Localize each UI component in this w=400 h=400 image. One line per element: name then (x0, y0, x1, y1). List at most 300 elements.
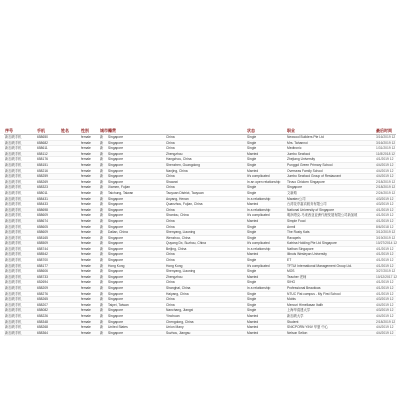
table-cell: 新加坡手机 (4, 185, 36, 191)
table-cell: United States (107, 325, 165, 331)
table-cell: 新加坡手机 (4, 179, 36, 185)
table-cell: female (80, 246, 99, 252)
table-cell: Single (246, 140, 286, 146)
column-header[interactable]: 性别 (80, 128, 99, 135)
table-cell: Married (246, 325, 286, 331)
table-cell: 2/18/2019 12 (376, 185, 396, 190)
table-cell: In a relationship (246, 246, 286, 252)
column-header[interactable]: 手机 (36, 128, 60, 135)
table-cell: 新加坡手机 (4, 235, 36, 241)
table-cell: Singapore (107, 162, 165, 168)
table-cell: Singapore (107, 196, 165, 202)
table-cell: It's complicated (246, 241, 286, 247)
table-cell: The Rusty Kats (286, 230, 359, 236)
table-cell: 4/1/2019 12 (375, 207, 396, 213)
table-cell: 10/27/2014 12 (376, 241, 398, 246)
table-cell: Singapore (107, 291, 165, 297)
table-cell: 4/4/2019 12 (375, 174, 396, 180)
table-cell: Student (286, 319, 359, 325)
table-cell: Hangzhou, China (165, 157, 246, 163)
table-cell: 新加坡手机 (4, 151, 36, 157)
table-cell: 新加坡手机 (4, 224, 36, 230)
table-cell: China (165, 185, 246, 191)
table-cell: Singapore (107, 213, 165, 219)
table-cell: 新 (99, 196, 107, 202)
table-cell: Singapore (107, 168, 165, 174)
table-cell: female (80, 190, 99, 196)
table-cell: Singapore (107, 246, 165, 252)
table-cell: Single (246, 157, 286, 163)
table-cell: Singapore (107, 269, 165, 275)
table-cell: Singapore (107, 174, 165, 180)
table-cell: 4/1/2019 12 (375, 252, 396, 258)
column-header[interactable]: 序号 (4, 128, 36, 135)
table-cell: China (165, 174, 246, 180)
table-cell: 新 (99, 179, 107, 185)
table-cell: female (80, 280, 99, 286)
table-cell: Nanjing, China (165, 168, 246, 174)
table-cell: Taoyuan District, Taoyuan (165, 190, 246, 196)
table-cell: Single (246, 280, 286, 286)
table-cell: 658082 (36, 308, 60, 314)
table-cell: 658265 (36, 297, 60, 303)
table-cell: NTUC Fist campus - My First School (286, 291, 359, 297)
table-cell: It's complicated (246, 213, 286, 219)
table-cell: Singapore (107, 274, 165, 280)
table-cell: 658698 (36, 207, 60, 213)
table-cell: Shenzhen, Guangdong (165, 162, 246, 168)
table-cell: Teacher 老师 (286, 274, 359, 280)
table-cell: Single (246, 302, 286, 308)
table-cell: China (165, 140, 246, 146)
table-cell: 新 (99, 174, 107, 180)
table-cell: Singapore (107, 146, 165, 152)
table-cell: 新加坡手机 (4, 280, 36, 286)
table-cell: Singapore (107, 218, 165, 224)
table-cell: Shaanxi (165, 179, 246, 185)
table-cell: Singapore (107, 235, 165, 241)
table-cell: 新加坡手机 (4, 269, 36, 275)
table-cell: Single (246, 235, 286, 241)
table-cell: 4/1/2019 12 (375, 213, 396, 219)
table-cell: Married (246, 252, 286, 258)
table-cell: Shanghai, China (165, 286, 246, 292)
table-cell: 4/4/2019 12 (375, 168, 396, 174)
table-cell: 新加坡手机 (4, 146, 36, 152)
table-cell: female (80, 263, 99, 269)
table-cell: 新加坡手机 (4, 286, 36, 292)
table-cell: MOS (286, 269, 359, 275)
table-cell: 658177 (36, 263, 60, 269)
table-cell: female (80, 202, 99, 208)
table-cell: Nelson Selion (286, 330, 359, 336)
table-cell: 658207 (36, 302, 60, 308)
table-cell: 新 (99, 207, 107, 213)
table-cell: 4/3/2019 12 (375, 202, 396, 208)
table-cell: Shantou, China (165, 213, 246, 219)
table-cell: 658700 (36, 258, 60, 264)
table-cell: Single (246, 258, 286, 264)
table-cell: Jumbo Seafood Group of Restaurant (286, 174, 359, 180)
table-cell: 新 (99, 185, 107, 191)
table-cell: Overseas Family School (286, 168, 359, 174)
table-cell: 1/31/2019 12 (376, 146, 396, 151)
table-cell: Quyang Dx, Suzhou, China (165, 241, 246, 247)
table-cell: Singapore (107, 319, 165, 325)
table-cell: 658744 (36, 246, 60, 252)
table-cell: 新 (99, 258, 107, 264)
table-cell: 4/1/2019 12 (375, 263, 396, 269)
table-cell: 4/4/2019 12 (375, 330, 396, 336)
table-cell: Haiyang, China (165, 291, 246, 297)
table-cell: Simple Food (286, 218, 359, 224)
table-cell: 3/19/2019 12 (376, 235, 396, 240)
table-cell: Suzhou, Jiangsu (165, 330, 246, 336)
table-cell: 新加坡手机 (4, 263, 36, 269)
table-cell: 文新路 (286, 190, 359, 196)
table-cell: 658674 (36, 218, 60, 224)
table-cell: female (80, 319, 99, 325)
table-cell: Singapore (107, 314, 165, 320)
table-cell: 新 (99, 302, 107, 308)
table-cell: 658276 (36, 291, 60, 297)
table-cell: 2/18/2019 12 (376, 319, 396, 324)
table-cell: Taichung, Taiwan (107, 190, 165, 196)
table-cell: female (80, 185, 99, 191)
table-cell: Married (246, 168, 286, 174)
table-cell: 4/3/2019 12 (375, 196, 396, 202)
table-cell: Newcool Builders Pte Ltd (286, 135, 359, 141)
table-cell: Hong Kong (165, 263, 246, 269)
table-cell: female (80, 135, 99, 141)
table-cell: 新加坡手机 (4, 314, 36, 320)
column-header[interactable]: 城市 (100, 128, 108, 134)
table-cell: 新加坡手机 (4, 230, 36, 236)
table-cell: 3/16/2019 12 (376, 135, 396, 139)
table-cell: Single (246, 297, 286, 303)
table-cell: 新 (99, 246, 107, 252)
table-cell: 658364 (36, 330, 60, 336)
table-cell: 658209 (36, 286, 60, 292)
column-header[interactable]: 最后时间 (375, 128, 396, 135)
table-cell: Zhengzhou (165, 151, 246, 157)
table-cell: 新加坡手机 (4, 135, 36, 141)
table-cell: SIHG (286, 280, 359, 286)
table-cell: 新 (99, 319, 107, 325)
table-cell: 新加坡手机 (4, 241, 36, 247)
table-cell: female (80, 330, 99, 336)
table-cell: 上海华清建大学 (286, 308, 359, 314)
table-cell: 652694 (36, 280, 60, 286)
table-cell: Hong Kong (107, 263, 165, 269)
table-cell: 658433 (36, 202, 60, 208)
table-cell: 新加坡手机 (4, 302, 36, 308)
table-cell: Single (246, 135, 286, 141)
table-cell: China (165, 302, 246, 308)
table-cell: Singapore (107, 202, 165, 208)
table-cell: China (165, 135, 246, 141)
table-cell: female (80, 291, 99, 297)
table-cell: 台湾花亭嘉宾税务有限公司 (286, 202, 359, 208)
table-cell: female (80, 224, 99, 230)
table-cell: Singapore (107, 157, 165, 163)
table-cell: 658611 (36, 146, 60, 152)
table-cell: 新加坡手机 (4, 196, 36, 202)
table-cell: Mercuri Himellasan Italih (286, 302, 359, 308)
table-cell: 新加坡大学 (286, 314, 359, 320)
table-cell: 658733 (36, 274, 60, 280)
table-cell: 11/8/2018 12 (376, 151, 396, 156)
table-cell: 658176 (36, 157, 60, 163)
table-cell: 新 (99, 151, 107, 157)
table-cell: 658609 (36, 213, 60, 219)
table-cell: 4/4/2019 12 (375, 162, 396, 168)
table-cell: Maratex公司 (286, 196, 359, 202)
table-cell: 新加坡手机 (4, 297, 36, 303)
table-cell: Single (246, 269, 286, 275)
table-cell: Singapore (107, 241, 165, 247)
table-cell: 658609 (36, 230, 60, 236)
table-cell: female (80, 252, 99, 258)
table-cell: 2/24/2019 12 (376, 190, 396, 195)
table-cell: Married (246, 330, 286, 336)
table-cell: In a relationship (246, 207, 286, 213)
table-cell: Singapore (107, 330, 165, 336)
table-cell: 新 (99, 252, 107, 258)
table-cell: 新 (99, 135, 107, 141)
table-cell: Married (246, 218, 286, 224)
table-row[interactable] (4, 330, 396, 336)
table-cell: 新加坡手机 (4, 162, 36, 168)
data-table-container (4, 128, 396, 336)
table-cell: 658011 (36, 190, 60, 196)
table-cell: 新 (99, 168, 107, 174)
table-cell: Tiruvo Chicken Singapore (286, 179, 359, 185)
table-cell: female (80, 235, 99, 241)
table-cell: Singapore (107, 297, 165, 303)
table-cell: 658509 (36, 241, 60, 247)
table-cell: 新加坡手机 (4, 168, 36, 174)
table-cell: It's complicated (246, 263, 286, 269)
table-cell: China (165, 218, 246, 224)
data-table (4, 128, 396, 336)
table-cell: 658165 (36, 235, 60, 241)
table-cell: 658112 (36, 151, 60, 157)
table-cell: 4/4/2019 12 (375, 325, 396, 331)
table-cell: Singapore (107, 224, 165, 230)
table-cell: 658606 (36, 269, 60, 275)
table-cell: female (80, 218, 99, 224)
table-cell: Singapore (107, 252, 165, 258)
table-cell: 新加坡手机 (4, 319, 36, 325)
table-cell: female (80, 146, 99, 152)
table-cell: 新加坡手机 (4, 252, 36, 258)
table-cell: 3/12/2019 12 (376, 230, 396, 235)
table-cell: 新 (99, 190, 107, 196)
table-cell: Professional Beauticas (286, 286, 359, 292)
table-cell: In a relationship (246, 286, 286, 292)
table-cell: 658226 (36, 314, 60, 320)
table-cell: Singapore (107, 151, 165, 157)
table-cell: 新加坡手机 (4, 291, 36, 297)
table-cell: 658348 (36, 319, 60, 325)
table-cell: China (165, 297, 246, 303)
table-cell: Married (246, 151, 286, 157)
table-cell: 明润塔克-马来西亚亚洲代理发展有限公司新加坡 (287, 213, 358, 218)
table-cell: Singapore (107, 140, 165, 146)
table-cell: 新 (99, 291, 107, 297)
table-cell: Beijing, China (165, 246, 246, 252)
table-cell: 658650 (36, 135, 60, 141)
table-cell: female (80, 140, 99, 146)
table-cell: 新 (99, 213, 107, 219)
table-cell: Singapore (107, 308, 165, 314)
table-cell (359, 330, 367, 336)
table-cell: In a relationship (246, 196, 286, 202)
table-cell: 新加坡手机 (4, 218, 36, 224)
table-cell: Dalian, China (107, 230, 165, 236)
table-cell: Single (246, 190, 286, 196)
table-cell: female (80, 179, 99, 185)
table-cell: China (165, 280, 246, 286)
table-cell: 3/27/2019 12 (376, 269, 396, 274)
table-cell: 新加坡手机 (4, 325, 36, 331)
table-cell: Ravapels (286, 235, 359, 241)
table-cell: 新 (99, 274, 107, 280)
table-cell: 658151 (36, 162, 60, 168)
column-header[interactable]: 姓名 (60, 128, 80, 135)
table-cell: Singapore (107, 286, 165, 292)
table-cell: Mrs. Tahannoi (286, 140, 359, 146)
table-cell: female (80, 258, 99, 264)
table-cell: Singapore (286, 185, 359, 191)
table-cell: 8/6/2018 12 (375, 224, 396, 230)
table-cell: female (80, 151, 99, 157)
table-cell: 新加坡手机 (4, 246, 36, 252)
table-cell: 新 (99, 263, 107, 269)
table-cell: female (80, 241, 99, 247)
table-cell: Mobis (286, 297, 359, 303)
table-cell: 3/16/2019 12 (376, 140, 396, 145)
table-cell: female (80, 174, 99, 180)
table-cell: 4/1/2019 12 (375, 286, 396, 292)
table-cell: Yinchuan (165, 314, 246, 320)
table-cell: Single (246, 146, 286, 152)
table-cell: Nanchang, Jiangxi (165, 308, 246, 314)
table-cell: female (80, 230, 99, 236)
table-cell: 658216 (36, 168, 60, 174)
table-cell: female (80, 308, 99, 314)
table-cell: female (80, 302, 99, 308)
table-cell: Singapore (107, 135, 165, 141)
table-cell: Singapore (107, 258, 165, 264)
table-cell: Punggol Green Primary School (286, 162, 359, 168)
table-cell: 新加坡手机 (4, 258, 36, 264)
table-cell: Married (246, 314, 286, 320)
table-cell: 新加坡手机 (4, 157, 36, 163)
table-cell: 4/1/2019 12 (375, 157, 396, 163)
table-cell (367, 330, 375, 336)
table-cell: ET (286, 258, 359, 264)
table-cell: Zhejiang University (286, 157, 359, 163)
table-cell: Shenyang, Liaoning (165, 230, 246, 236)
table-cell: Single (246, 162, 286, 168)
table-cell: 新 (99, 241, 107, 247)
table-cell: China (165, 224, 246, 230)
table-cell: 4/1/2019 12 (375, 258, 396, 264)
table-cell: 658269 (36, 179, 60, 185)
table-cell: 新 (99, 308, 107, 314)
table-cell: Zhengzhou (165, 274, 246, 280)
table-cell: Anyang, Henan (165, 196, 246, 202)
table-cell: Singapore (107, 207, 165, 213)
table-cell: It's complicated (246, 174, 286, 180)
table-cell: Married (246, 274, 286, 280)
table-cell: Single (246, 291, 286, 297)
table-cell: China (165, 146, 246, 152)
table-cell: Quanzhou, Fujian, China (165, 202, 246, 208)
table-cell: female (80, 196, 99, 202)
table-cell: Taipei, Taiwan (107, 302, 165, 308)
table-cell: 新加坡手机 (4, 190, 36, 196)
table-cell: 658268 (36, 325, 60, 331)
table-cell: 新 (99, 269, 107, 275)
table-cell: China (165, 207, 246, 213)
table-cell: 658259 (36, 174, 60, 180)
column-header[interactable]: 籍贯 (107, 128, 165, 135)
table-cell: female (80, 325, 99, 331)
table-cell: Jumbo Seafood (286, 151, 359, 157)
table-cell: 新加坡手机 (4, 140, 36, 146)
table-cell: Single (246, 308, 286, 314)
table-cell: female (80, 162, 99, 168)
table-cell: In an open relationship (246, 179, 286, 185)
table-cell: Chengdong, China (165, 319, 246, 325)
table-cell: Medtronic (286, 146, 359, 152)
column-header[interactable]: 职业 (286, 128, 359, 135)
table-cell: Katrina Holding Pte Ltd Singapore (286, 241, 359, 247)
table-cell: 新 (99, 314, 107, 320)
table-cell: 新 (99, 218, 107, 224)
table-cell: 新 (99, 280, 107, 286)
table-cell: 新 (99, 325, 107, 331)
table-cell: 新加坡手机 (4, 308, 36, 314)
table-cell: 新 (99, 330, 107, 336)
table-cell: 新 (99, 235, 107, 241)
table-cell: 新加坡手机 (4, 330, 36, 336)
table-body (4, 135, 396, 336)
table-cell: National University of Singapore (286, 207, 359, 213)
table-cell (60, 330, 80, 336)
table-cell: SNICPORN YINV 华夏 中心 (286, 325, 359, 331)
table-cell: Singapore (107, 179, 165, 185)
table-cell: female (80, 168, 99, 174)
table-cell: 4/1/2019 12 (375, 280, 396, 286)
table-cell: 新 (99, 230, 107, 236)
table-cell: 新 (99, 140, 107, 146)
table-cell: female (80, 314, 99, 320)
table-cell: 新 (99, 224, 107, 230)
table-cell: 4/3/2019 12 (375, 297, 396, 303)
table-cell: 新 (99, 162, 107, 168)
table-cell: female (80, 213, 99, 219)
table-cell: Single (246, 230, 286, 236)
table-cell: 新 (99, 146, 107, 152)
table-cell: Married (246, 319, 286, 325)
table-cell: 新 (99, 286, 107, 292)
table-cell: Union Many (165, 325, 246, 331)
column-header[interactable]: 状态 (246, 128, 286, 135)
